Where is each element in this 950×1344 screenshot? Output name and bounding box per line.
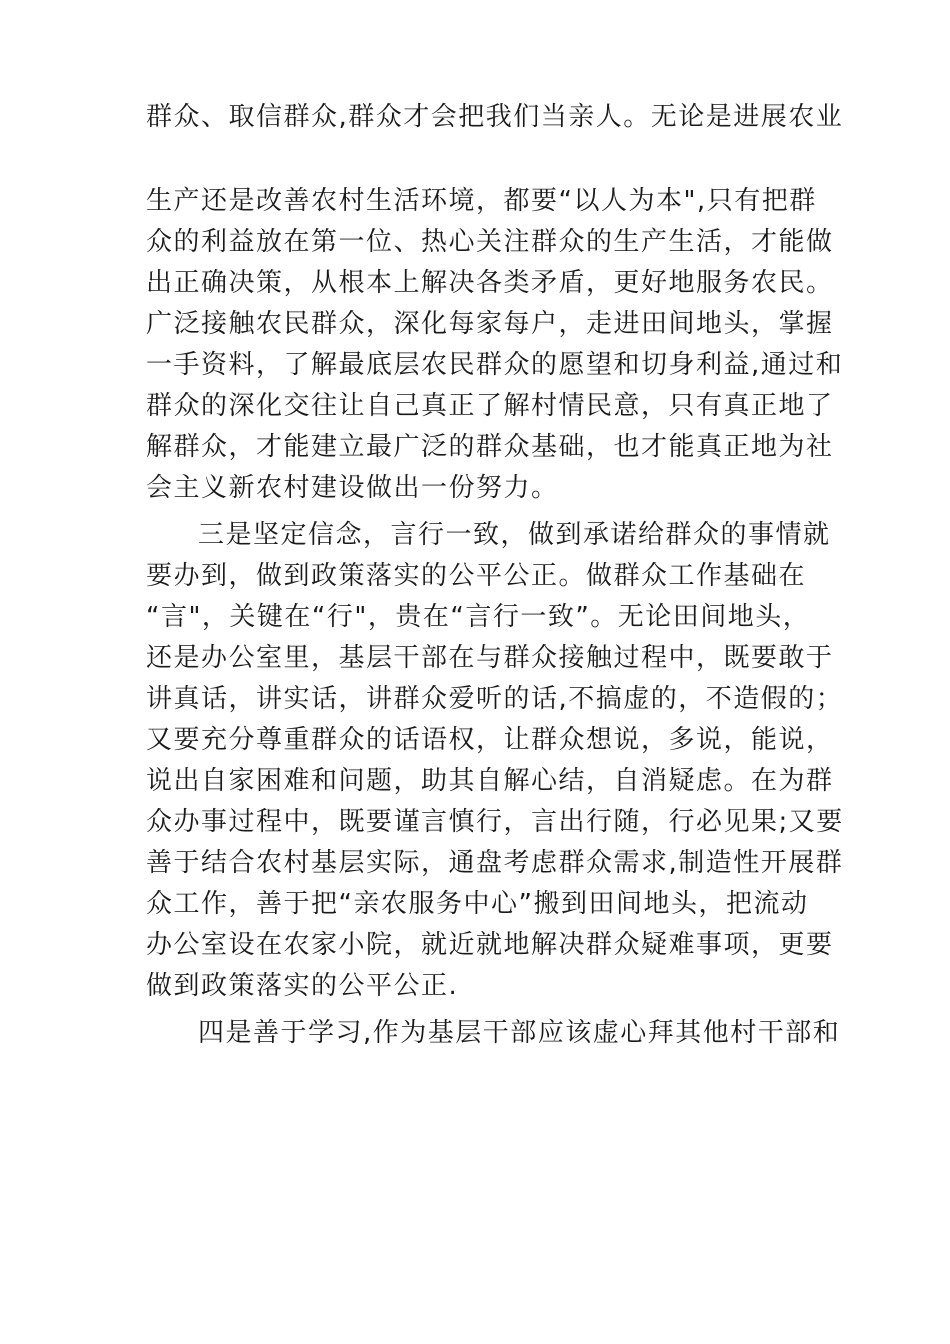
text-line-12: “言"，关键在“行"，贵在“言行一致”。无论田间地头，: [146, 602, 811, 632]
text-line-7: 群众的深化交往让自己真正了解村情民意，只有真正地了: [146, 391, 834, 421]
text-line-3: 众的利益放在第一位、热心关注群众的生产生活，才能做: [146, 227, 834, 257]
text-line-1: 群众、取信群众,群众才会把我们当亲人。无论是进展农业: [146, 102, 844, 132]
text-line-5: 广泛接触农民群众，深化每家每户，走进田间地头，掌握: [146, 309, 834, 339]
paragraph-three-first-line: 三是坚定信念，言行一致，做到承诺给群众的事情就: [198, 520, 831, 550]
text-line-20: 办公室设在农家小院，就近就地解决群众疑难事项，更要: [146, 930, 834, 960]
text-line-4: 出正确决策，从根本上解决各类矛盾，更好地服务农民。: [146, 268, 834, 298]
text-line-6: 一手资料，了解最底层农民群众的愿望和切身利益,通过和: [146, 350, 844, 380]
text-line-8: 解群众，才能建立最广泛的群众基础，也才能真正地为社: [146, 432, 834, 462]
paragraph-four-first-line: 四是善于学习,作为基层干部应该虚心拜其他村干部和: [198, 1018, 841, 1048]
text-line-11: 要办到，做到政策落实的公平公正。做群众工作基础在: [146, 561, 807, 591]
text-line-16: 说出自家困难和问题，助其自解心结，自消疑虑。在为群: [146, 766, 834, 796]
text-line-9: 会主义新农村建设做出一份努力。: [146, 473, 559, 503]
text-line-18: 善于结合农村基层实际，通盘考虑群众需求,制造性开展群: [146, 848, 844, 878]
text-line-17: 众办事过程中，既要谨言慎行，言出行随，行必见果;又要: [146, 807, 844, 837]
text-line-14: 讲真话，讲实话，讲群众爱听的话,不搞虚的，不造假的；: [146, 684, 844, 714]
text-line-13: 还是办公室里，基层干部在与群众接触过程中，既要敢于: [146, 643, 834, 673]
text-line-21: 做到政策落实的公平公正.: [146, 971, 459, 1001]
text-line-15: 又要充分尊重群众的话语权，让群众想说，多说，能说，: [146, 725, 834, 755]
text-line-19: 众工作，善于把“亲农服务中心”搬到田间地头，把流动: [146, 889, 809, 919]
text-line-2: 生产还是改善农村生活环境，都要“以人为本",只有把群: [146, 186, 817, 216]
